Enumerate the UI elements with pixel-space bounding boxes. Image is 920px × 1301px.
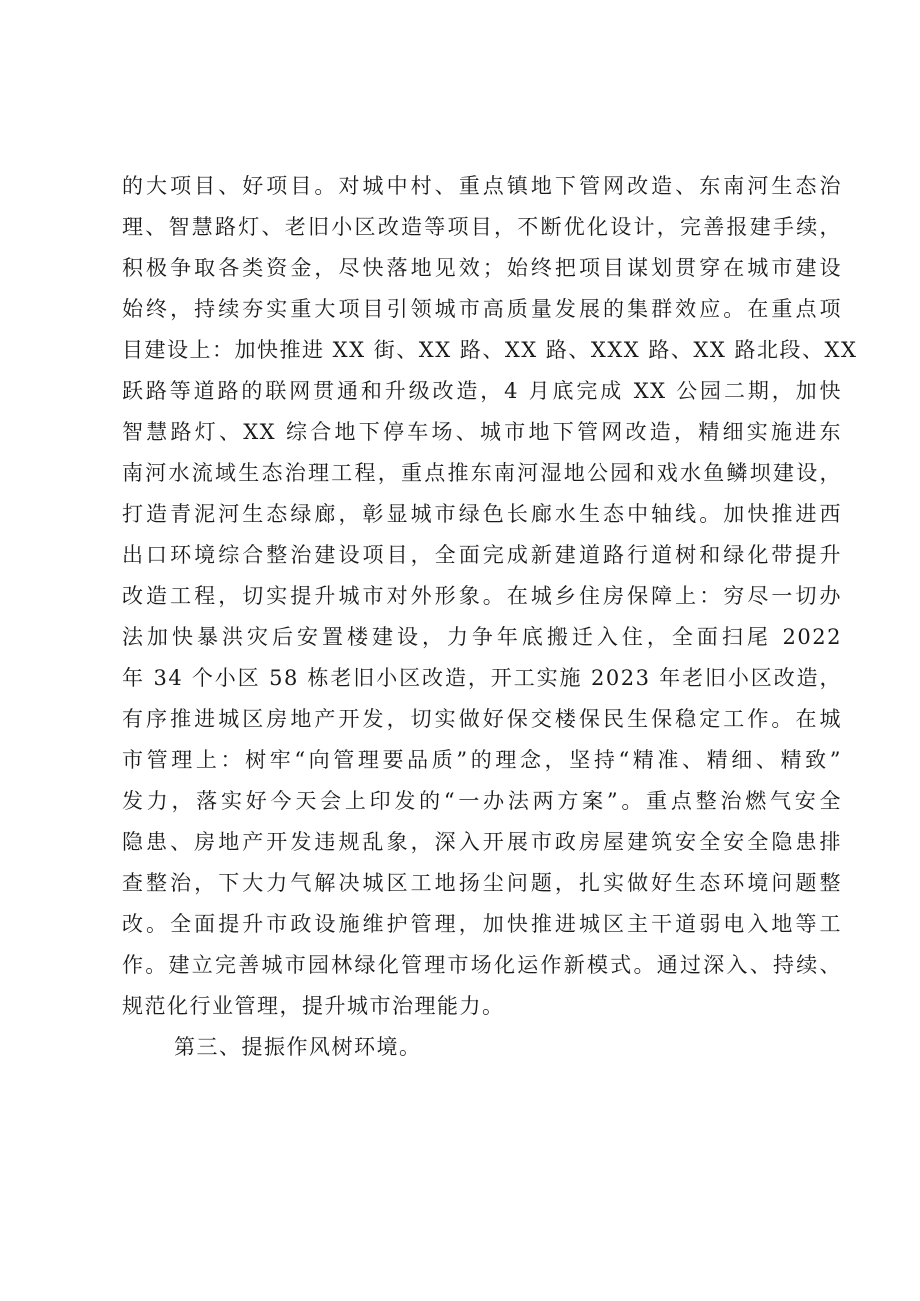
paragraph-line: 智慧路灯、XX 综合地下停车场、城市地下管网改造，精细实施进东 (122, 420, 842, 444)
paragraph-line: 积极争取各类资金，尽快落地见效；始终把项目谋划贯穿在城市建设 (122, 256, 842, 280)
section-heading: 第三、提振作风树环境。 (174, 1035, 422, 1059)
paragraph-line: 出口环境综合整治建设项目，全面完成新建道路行道树和绿化带提升 (122, 543, 842, 567)
body-text (122, 166, 858, 1068)
paragraph-line: 发力，落实好今天会上印发的“一办法两方案”。重点整治燃气安全 (122, 789, 842, 813)
paragraph-line: 法加快暴洪灾后安置楼建设，力争年底搬迁入住，全面扫尾 2022 (122, 625, 842, 649)
paragraph-line: 始终，持续夯实重大项目引领城市高质量发展的集群效应。在重点项 (122, 297, 842, 321)
paragraph-line: 南河水流域生态治理工程，重点推东南河湿地公园和戏水鱼鳞坝建设， (122, 461, 842, 485)
paragraph-line: 市管理上：树牢“向管理要品质”的理念，坚持“精准、精细、精致” (122, 748, 842, 772)
paragraph-line: 年 34 个小区 58 栋老旧小区改造，开工实施 2023 年老旧小区改造， (122, 666, 842, 690)
paragraph-line: 有序推进城区房地产开发，切实做好保交楼保民生保稳定工作。在城 (122, 707, 842, 731)
paragraph-line: 查整治，下大力气解决城区工地扬尘问题，扎实做好生态环境问题整 (122, 871, 842, 895)
paragraph-line: 改。全面提升市政设施维护管理，加快推进城区主干道弱电入地等工 (122, 912, 842, 936)
paragraph-line: 隐患、房地产开发违规乱象，深入开展市政房屋建筑安全安全隐患排 (122, 830, 842, 854)
paragraph-line: 理、智慧路灯、老旧小区改造等项目，不断优化设计，完善报建手续， (122, 215, 842, 239)
paragraph-line: 跃路等道路的联网贯通和升级改造，4 月底完成 XX 公园二期，加快 (122, 379, 842, 403)
paragraph-line: 改造工程，切实提升城市对外形象。在城乡住房保障上：穷尽一切办 (122, 584, 842, 608)
paragraph-line: 规范化行业管理，提升城市治理能力。 (122, 994, 505, 1018)
paragraph-line: 目建设上：加快推进 XX 街、XX 路、XX 路、XXX 路、XX 路北段、XX (122, 338, 858, 362)
paragraph-line: 作。建立完善城市园林绿化管理市场化运作新模式。通过深入、持续、 (122, 953, 842, 977)
paragraph-line: 的大项目、好项目。对城中村、重点镇地下管网改造、东南河生态治 (122, 174, 842, 198)
paragraph-line: 打造青泥河生态绿廊，彰显城市绿色长廊水生态中轴线。加快推进西 (122, 502, 842, 526)
